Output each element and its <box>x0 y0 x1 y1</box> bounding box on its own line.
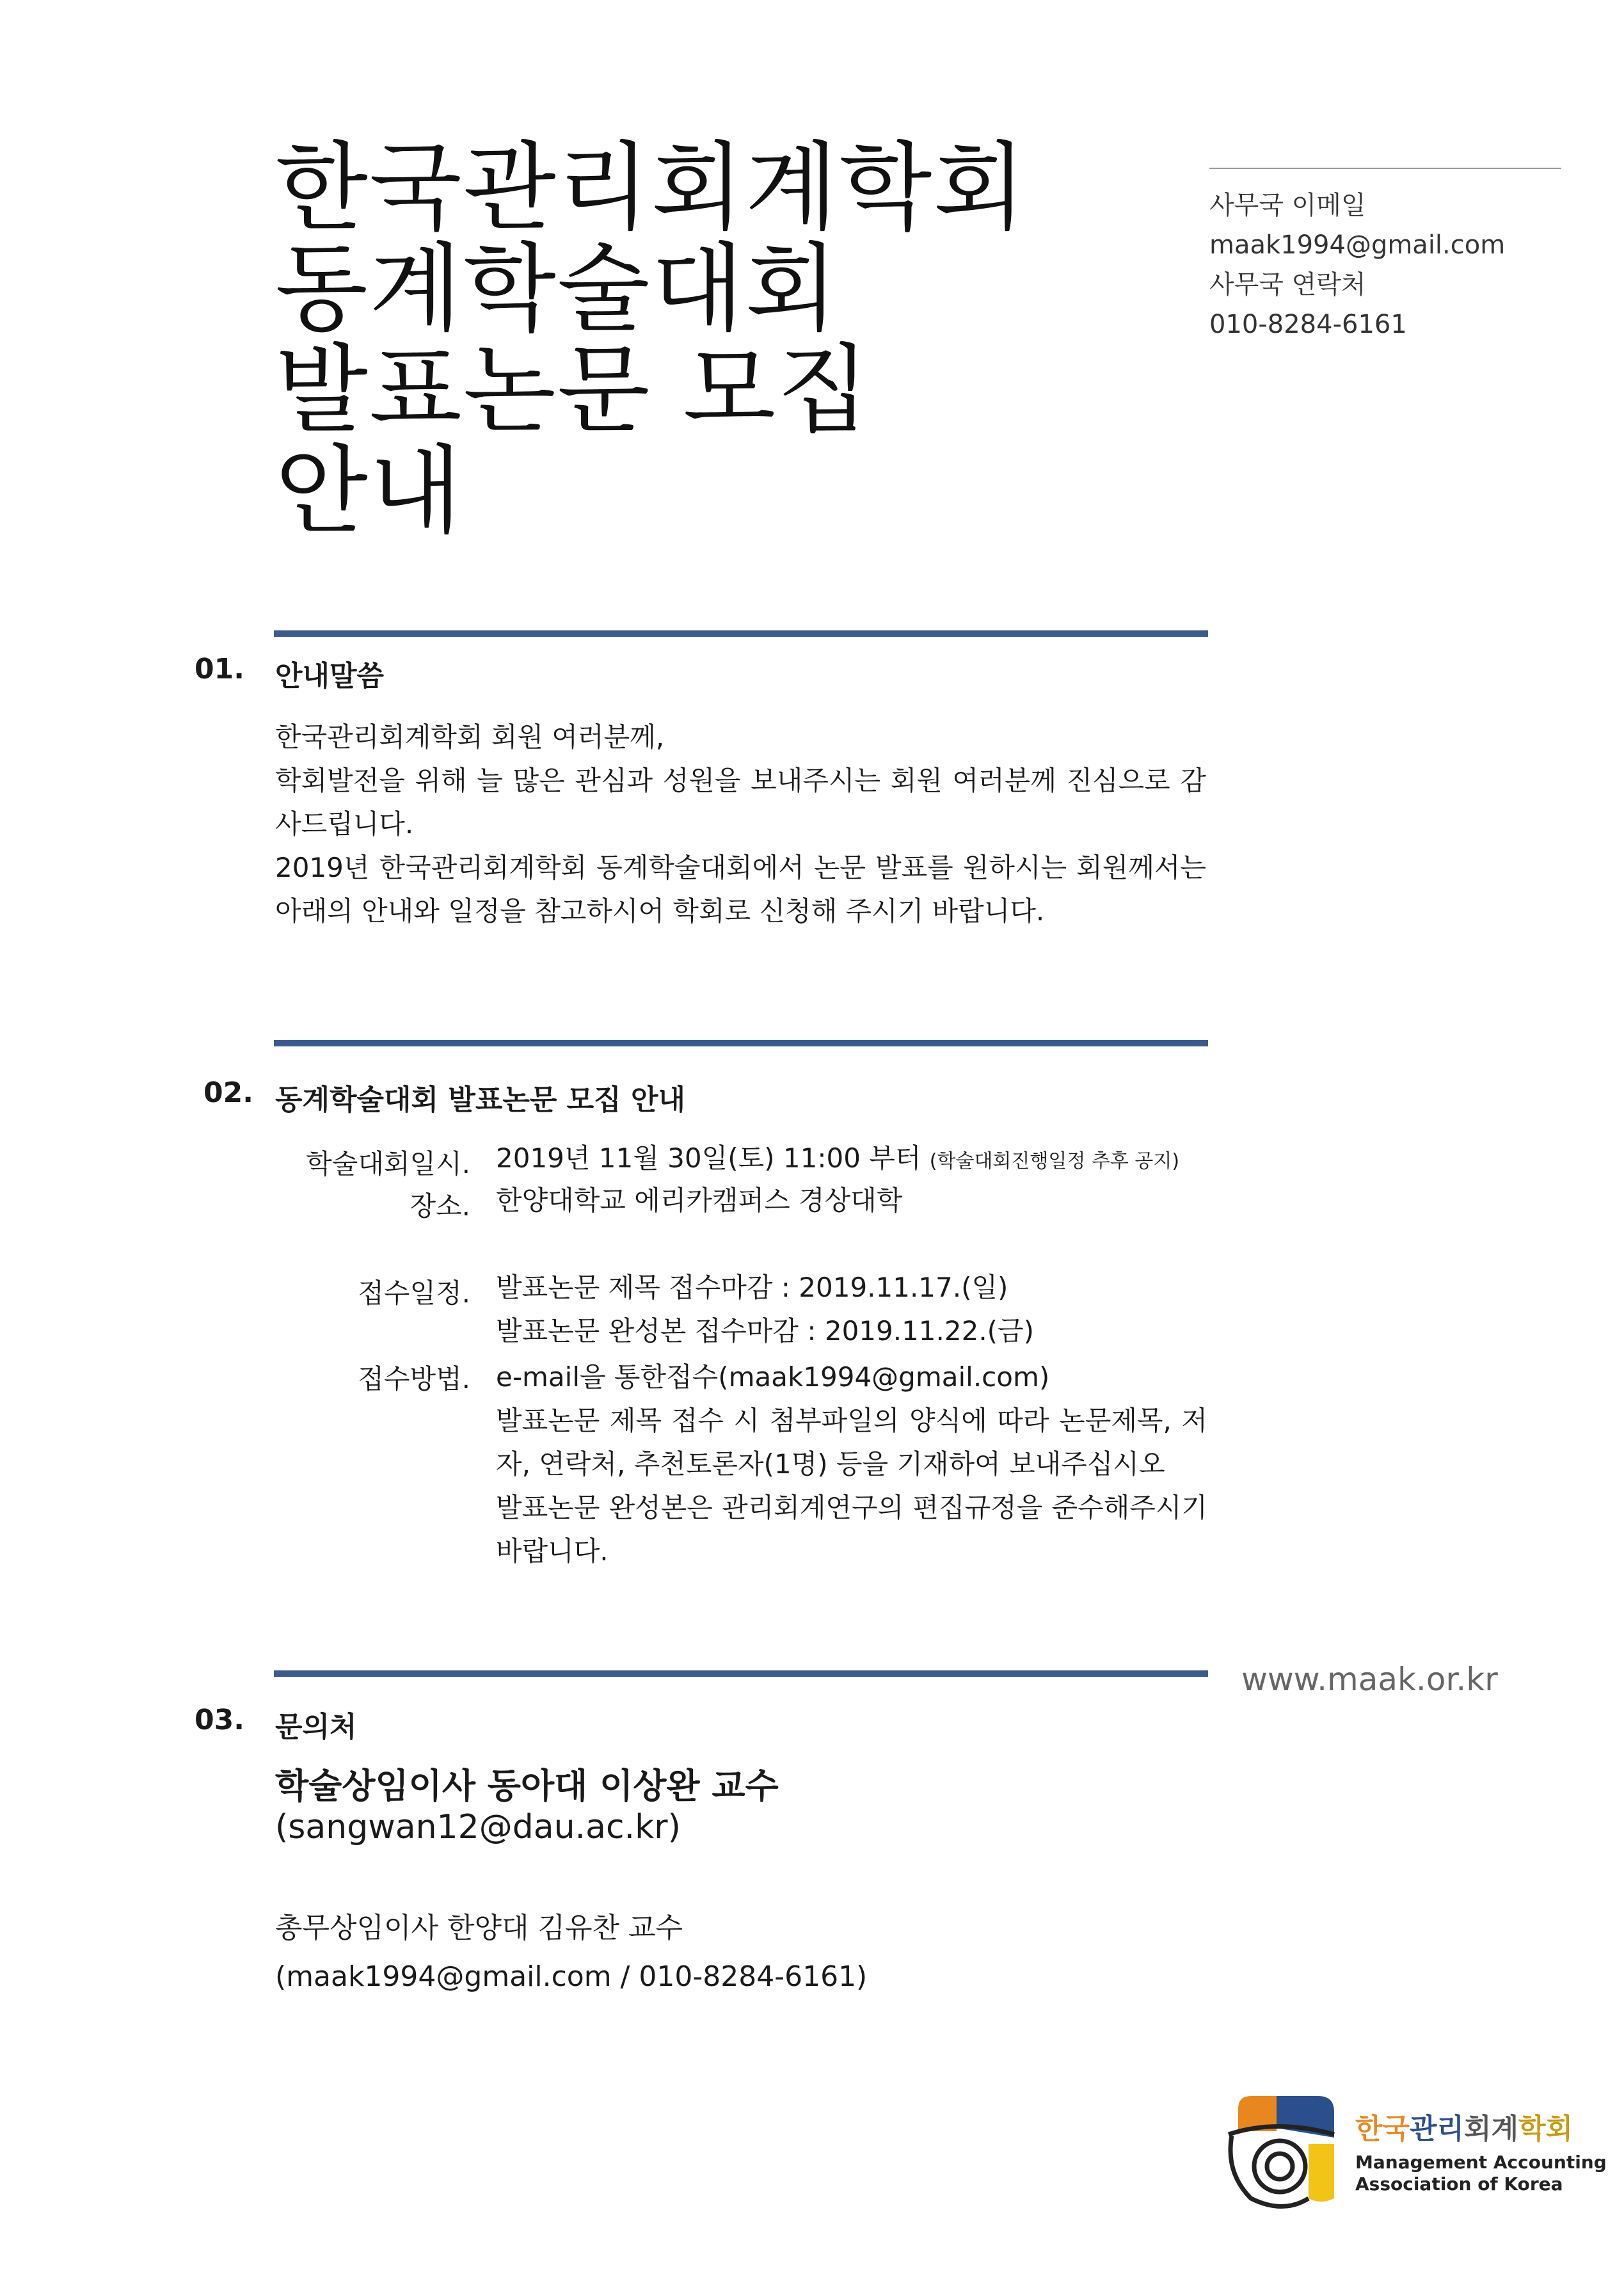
logo-english-name <box>1355 2152 1607 2195</box>
secondary-contact-name: 총무상임이사 한양대 김유찬 교수 <box>275 1912 683 1944</box>
office-phone: 010-8284-6161 <box>1209 310 1407 339</box>
logo-name-part-1: 한국 <box>1355 2113 1410 2145</box>
submission-method-text <box>496 1356 1207 1573</box>
conference-date-value <box>496 1137 1179 1183</box>
method-fullpaper-instructions: 발표논문 완성본은 관리회계연구의 편집규정을 준수해주시기 바랍니다. <box>496 1492 1207 1567</box>
logo-english-line-1: Management Accounting <box>1355 2152 1607 2173</box>
logo-english-line-2: Association of Korea <box>1355 2173 1563 2195</box>
logo-name-part-3: 회계 <box>1464 2113 1519 2145</box>
section-1-number: 01. <box>195 653 244 685</box>
intro-text <box>275 716 1206 933</box>
section-2-divider <box>274 1040 1208 1046</box>
title-line-3: 발표논문 모집 <box>275 335 872 446</box>
intro-greeting: 한국관리회계학회 회원 여러분께, <box>275 721 665 753</box>
section-3-title: 문의처 <box>275 1711 357 1743</box>
intro-thanks: 학회발전을 위해 늘 많은 관심과 성원을 보내주시는 회원 여러분께 진심으로 감사드립니다. <box>275 765 1206 840</box>
logo-name-part-2: 관리 <box>1410 2113 1465 2145</box>
secondary-contact <box>275 1904 867 2001</box>
section-3-divider <box>274 1670 1208 1677</box>
office-contact-info <box>1209 186 1505 344</box>
logo-emblem-icon <box>1213 2083 1347 2218</box>
section-2-title: 동계학술대회 발표논문 모집 안내 <box>275 1084 686 1116</box>
section-1-divider <box>274 630 1208 637</box>
submission-schedule-label: 접수일정. <box>358 1277 470 1309</box>
office-email-label: 사무국 이메일 <box>1209 191 1366 220</box>
method-email: e-mail을 통한접수(maak1994@gmail.com) <box>496 1361 1050 1393</box>
title-line-1: 한국관리회계학회 <box>275 132 1028 244</box>
office-phone-label: 사무국 연락처 <box>1209 270 1366 300</box>
intro-request: 2019년 한국관리회계학회 동계학술대회에서 논문 발표를 원하시는 회원께서는 아래의 안내와 일정을 참고하시어 학회로 신청해 주시기 바랍니다. <box>275 852 1206 927</box>
logo-korean-name <box>1355 2106 1573 2147</box>
title-deadline: 발표논문 제목 접수마감 : 2019.11.17.(일) <box>496 1272 1008 1303</box>
association-logo <box>1213 2083 1607 2218</box>
submission-method-label: 접수방법. <box>358 1363 470 1395</box>
section-1-title: 안내말씀 <box>275 660 385 692</box>
section-3-number: 03. <box>195 1704 244 1736</box>
conference-date-label: 학술대회일시. <box>306 1148 470 1180</box>
fullpaper-deadline: 발표논문 완성본 접수마감 : 2019.11.22.(금) <box>496 1315 1035 1347</box>
section-2-number: 02. <box>203 1076 253 1109</box>
conference-date-note: (학술대회진행일정 추후 공지) <box>929 1150 1180 1172</box>
method-title-instructions: 발표논문 제목 접수 시 첨부파일의 양식에 따라 논문제목, 저자, 연락처, 추천토론자(1명) 등을 기재하여 보내주십시오 <box>496 1405 1207 1480</box>
primary-contact: 학술상임이사 동아대 이상완 교수 <box>275 1766 779 1806</box>
title-line-2: 동계학술대회 <box>275 234 840 345</box>
website-url[interactable]: www.maak.or.kr <box>1241 1661 1498 1698</box>
side-divider <box>1209 168 1561 169</box>
logo-name-part-4: 학회 <box>1518 2113 1573 2145</box>
office-email[interactable]: maak1994@gmail.com <box>1209 230 1506 260</box>
conference-date: 2019년 11월 30일(토) 11:00 부터 <box>496 1142 921 1174</box>
venue-value: 한양대학교 에리카캠퍼스 경상대학 <box>496 1185 903 1216</box>
secondary-contact-info: (maak1994@gmail.com / 010-8284-6161) <box>275 1960 868 1993</box>
venue-label: 장소. <box>410 1190 470 1222</box>
document-title <box>275 132 1171 547</box>
primary-contact-email[interactable]: (sangwan12@dau.ac.kr) <box>275 1808 681 1846</box>
title-line-4: 안내 <box>275 436 463 547</box>
